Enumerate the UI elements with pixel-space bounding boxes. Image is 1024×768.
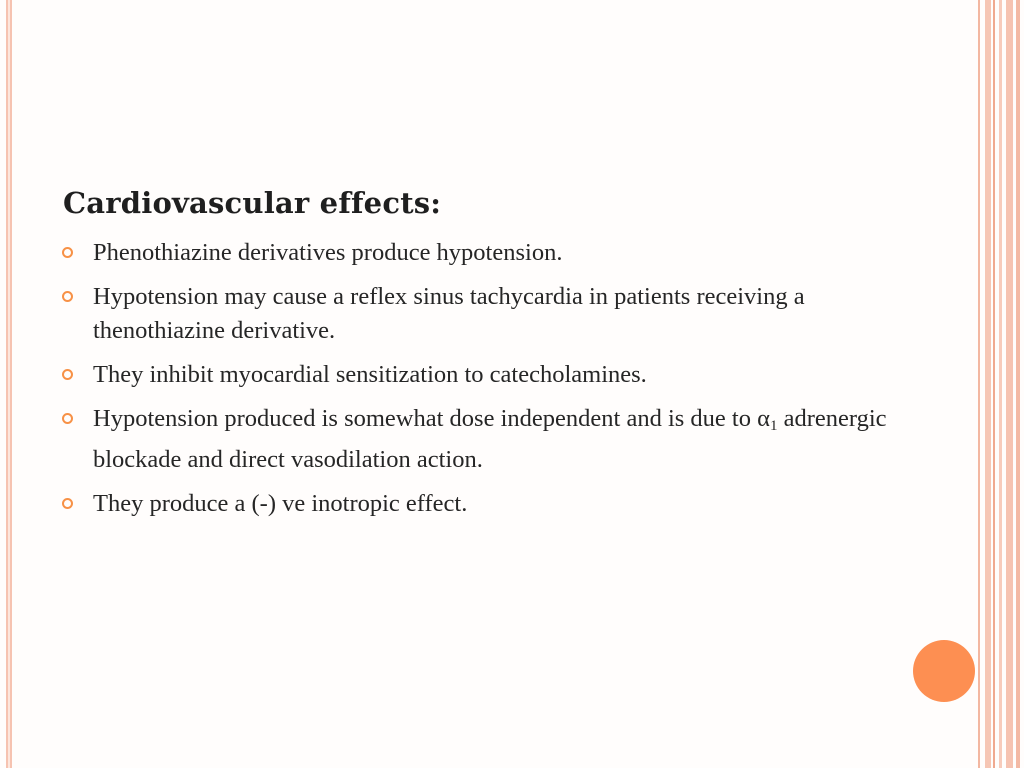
slide-heading: Cardiovascular effects: bbox=[63, 186, 442, 220]
bullet-circle-icon bbox=[62, 369, 73, 380]
bullet-circle-icon bbox=[62, 247, 73, 258]
bullet-text: They inhibit myocardial sensitization to catecholamines. bbox=[93, 361, 647, 388]
bullet-item bbox=[62, 358, 892, 392]
bullet-item bbox=[62, 487, 892, 521]
bullet-text: Hypotension produced is somewhat dose independent and is due to bbox=[93, 405, 751, 432]
bullet-text: Phenothiazine derivatives produce hypotension. bbox=[93, 239, 563, 266]
bullet-item bbox=[62, 402, 892, 477]
alpha-subscript: 1 bbox=[769, 418, 778, 434]
bullet-item bbox=[62, 236, 892, 270]
right-border-stripe bbox=[985, 0, 991, 768]
accent-circle bbox=[913, 640, 975, 702]
bullet-item bbox=[62, 280, 892, 348]
bullet-circle-icon bbox=[62, 413, 73, 424]
bullet-text: Hypotension may cause a reflex sinus tachycardia in patients receiving a thenothiazine derivative. bbox=[93, 283, 805, 344]
right-border-stripe bbox=[999, 0, 1002, 768]
alpha-symbol: α bbox=[757, 405, 770, 432]
bullet-circle-icon bbox=[62, 291, 73, 302]
right-border-stripe bbox=[993, 0, 995, 768]
bullet-list bbox=[62, 236, 892, 531]
bullet-text-continued: adrenergic blockade and direct vasodilation action. bbox=[93, 405, 887, 473]
right-border-stripe bbox=[1016, 0, 1020, 768]
left-border-highlight bbox=[8, 0, 10, 768]
right-border-stripe bbox=[1006, 0, 1013, 768]
bullet-text: They produce a (-) ve inotropic effect. bbox=[93, 490, 468, 517]
right-border-stripe bbox=[978, 0, 980, 768]
bullet-circle-icon bbox=[62, 498, 73, 509]
